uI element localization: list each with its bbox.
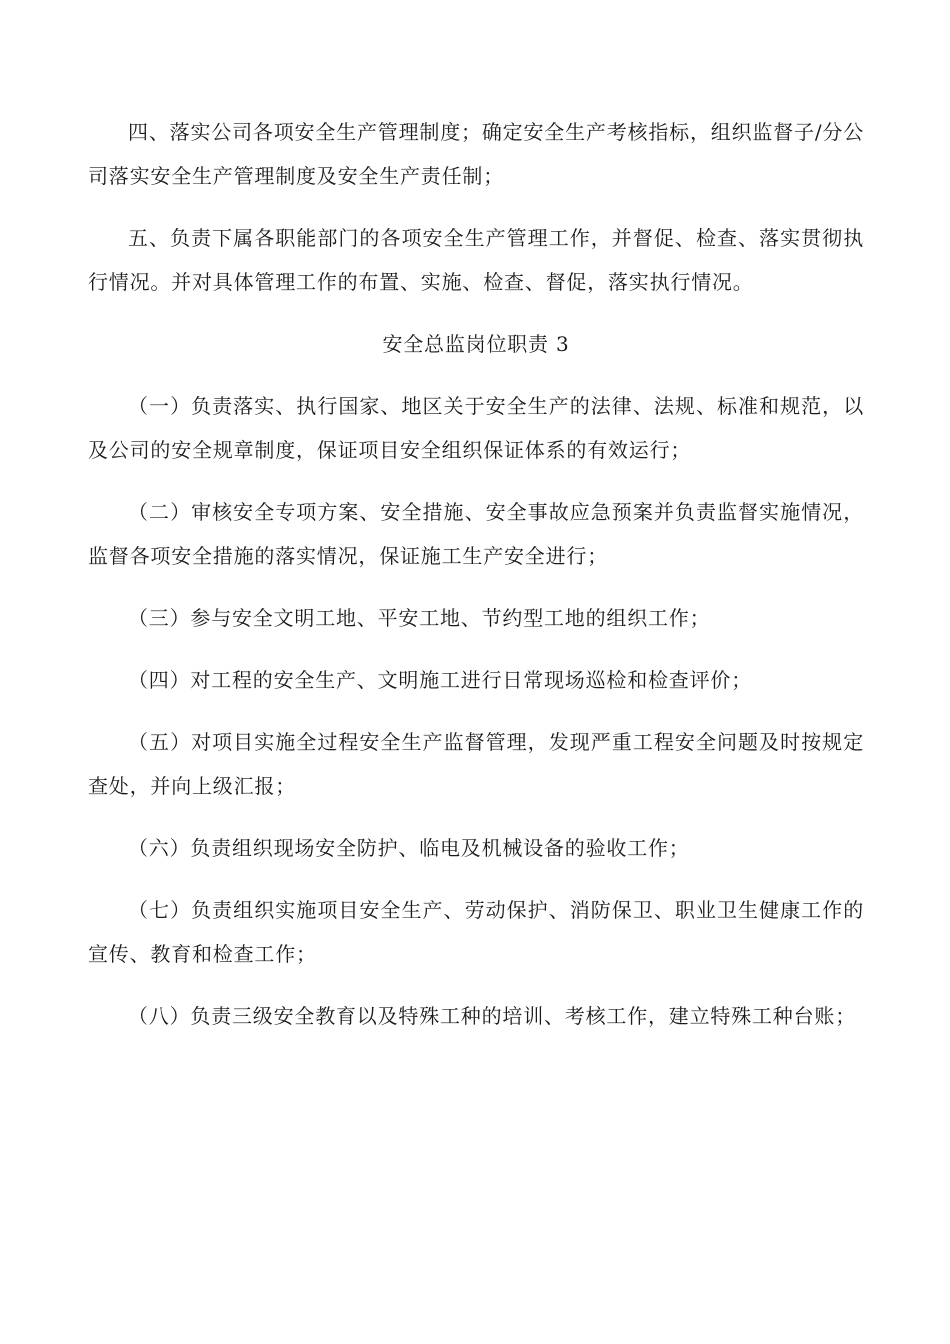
duty-item-8: （八）负责三级安全教育以及特殊工种的培训、考核工作，建立特殊工种台账；	[128, 1004, 856, 1028]
duty-item-6: （六）负责组织现场安全防护、临电及机械设备的验收工作；	[128, 836, 690, 860]
duty-item-1: （一）负责落实、执行国家、地区关于安全生产的法律、法规、标准和规范，以及公司的安全规章制度，保证项目安全组织保证体系的有效运行；	[88, 394, 864, 462]
duty-item-5: （五）对项目实施全过程安全生产监督管理，发现严重工程安全问题及时按规定查处，并向上级汇报；	[88, 730, 864, 798]
paragraph-item-5: 五、负责下属各职能部门的各项安全生产管理工作，并督促、检查、落实贯彻执行情况。并对具体管理工作的布置、实施、检查、督促，落实执行情况。	[88, 226, 864, 294]
duty-item-3: （三）参与安全文明工地、平安工地、节约型工地的组织工作；	[128, 606, 711, 630]
section-title: 安全总监岗位职责 3	[382, 332, 570, 356]
duty-item-7: （七）负责组织实施项目安全生产、劳动保护、消防保卫、职业卫生健康工作的宣传、教育和检查工作；	[88, 898, 864, 966]
document-page	[88, 110, 864, 1056]
duty-item-2: （二）审核安全专项方案、安全措施、安全事故应急预案并负责监督实施情况，监督各项安全措施的落实情况，保证施工生产安全进行；	[88, 500, 864, 568]
paragraph-item-4: 四、落实公司各项安全生产管理制度；确定安全生产考核指标，组织监督子/分公司落实安全生产管理制度及安全生产责任制；	[88, 120, 864, 188]
duty-item-4: （四）对工程的安全生产、文明施工进行日常现场巡检和检查评价；	[128, 668, 752, 692]
